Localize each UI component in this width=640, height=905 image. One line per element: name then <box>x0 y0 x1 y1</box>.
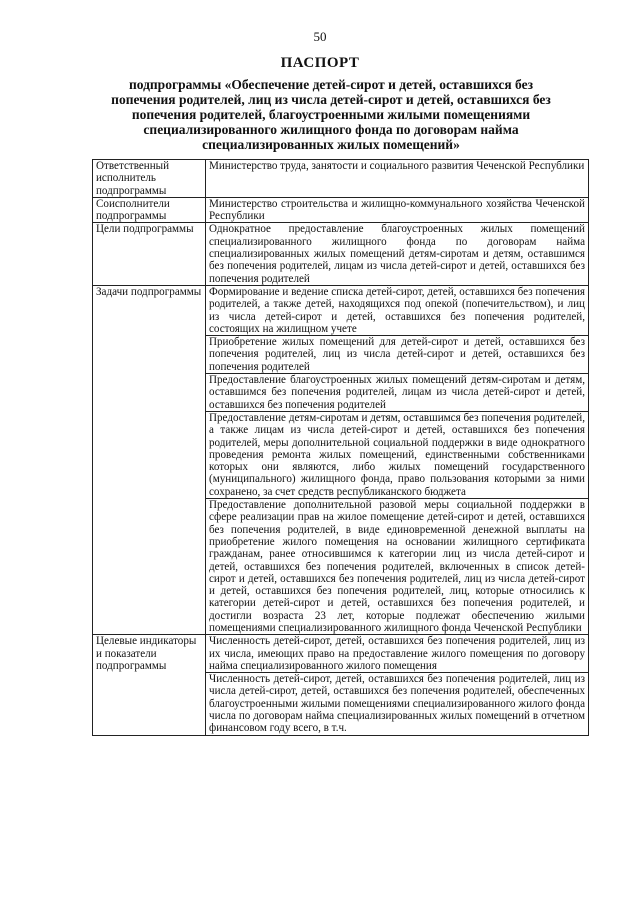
table-row-goals <box>93 223 589 285</box>
row-value: Однократное предоставление благоустроенных жилых помещений специализированного жилищного фонда по договорам найма специализированных жилых помещений детям-сиротам и детям, оставшимся без попечения родителей, лицам из числа детей-сирот и детей, оставшихся без попечения родителей <box>206 223 589 285</box>
row-label: Соисполнители подпрограммы <box>93 197 206 223</box>
passport-table <box>92 159 589 736</box>
row-value: Министерство строительства и жилищно-коммунального хозяйства Чеченской Республики <box>206 197 589 223</box>
row-label: Цели подпрограммы <box>93 223 206 285</box>
row-value: Министерство труда, занятости и социального развития Чеченской Республики <box>206 160 589 198</box>
task-item: Приобретение жилых помещений для детей-сирот и детей, оставшихся без попечения родителей, лиц из числа детей-сирот и детей, оставшихся без попечения родителей <box>206 336 589 374</box>
document-subtitle: подпрограммы «Обеспечение детей-сирот и детей, оставшихся без попечения родителей, лиц из числа детей-сирот и детей, оставшихся без попечения родителей, благоустроенными жилыми помещениями специализированного жилищного фонда по договорам найма специализированных жилых помещений» <box>111 77 551 152</box>
task-item: Предоставление детям-сиротам и детям, оставшимся без попечения родителей, а также лицам из числа детей-сирот и детей, оставшихся без попечения родителей, меры дополнительной социальной поддержки в виде однократного проведения ремонта жилых помещений, единственными собственниками которых они являются, либо жилых помещений государственного (муниципального) жилищного фонда, право пользования которыми за ними сохранено, за счет средств республиканского бюджета <box>206 411 589 498</box>
row-label: Задачи подпрограммы <box>93 285 206 634</box>
row-label: Ответственный исполнитель подпрограммы <box>93 160 206 198</box>
task-item: Предоставление благоустроенных жилых помещений детям-сиротам и детям, оставшимся без попечения родителей, лицам из числа детей-сирот и детей, оставшихся без попечения родителей <box>206 374 589 412</box>
table-row-co-executors <box>93 197 589 223</box>
table-row-indicators <box>93 635 589 673</box>
page-number: 50 <box>313 29 327 44</box>
task-item: Формирование и ведение списка детей-сирот, детей, оставшихся без попечения родителей, а также детей, находящихся под опекой (попечительством), и лиц из числа детей-сирот и детей, оставшихся без попечения родителей, состоящих на жилищном учете <box>206 285 589 335</box>
document-title: ПАСПОРТ <box>280 55 360 71</box>
table-row-tasks <box>93 285 589 335</box>
indicator-item: Численность детей-сирот, детей, оставшихся без попечения родителей, лиц из их числа, имеющих право на предоставление жилого помещения по договору найма специализированного жилого помещения <box>206 635 589 673</box>
table-row-responsible <box>93 160 589 198</box>
task-item: Предоставление дополнительной разовой меры социальной поддержки в сфере реализации прав на жилое помещение детей-сирот и детей, оставшихся без попечения родителей, в виде единовременной денежной выплаты на приобретение жилого помещения на основании жилищного сертификата гражданам, ранее относившимся к категории лиц из числа детей-сирот и детей, оставшихся без попечения родителей, включенных в список детей-сирот и детей, оставшихся без попечения родителей, лиц из числа детей-сирот и детей, оставшихся без попечения родителей, лиц, которые относились к категории детей-сирот и детей, оставшихся без попечения родителей, и достигли возраста 23 лет, которые подлежат обеспечению жилыми помещениями специализированного жилищного фонда Чеченской Республики <box>206 499 589 635</box>
indicator-item: Численность детей-сирот, детей, оставшихся без попечения родителей, лиц из числа детей-сирот, детей, оставшихся без попечения родителей, обеспеченных благоустроенными жилыми помещениями специализированного жилого фонда числа по договорам найма специализированных жилых помещений в отчетном финансовом году всего, в т.ч. <box>206 673 589 735</box>
row-label: Целевые индикаторы и показатели подпрограммы <box>93 635 206 735</box>
